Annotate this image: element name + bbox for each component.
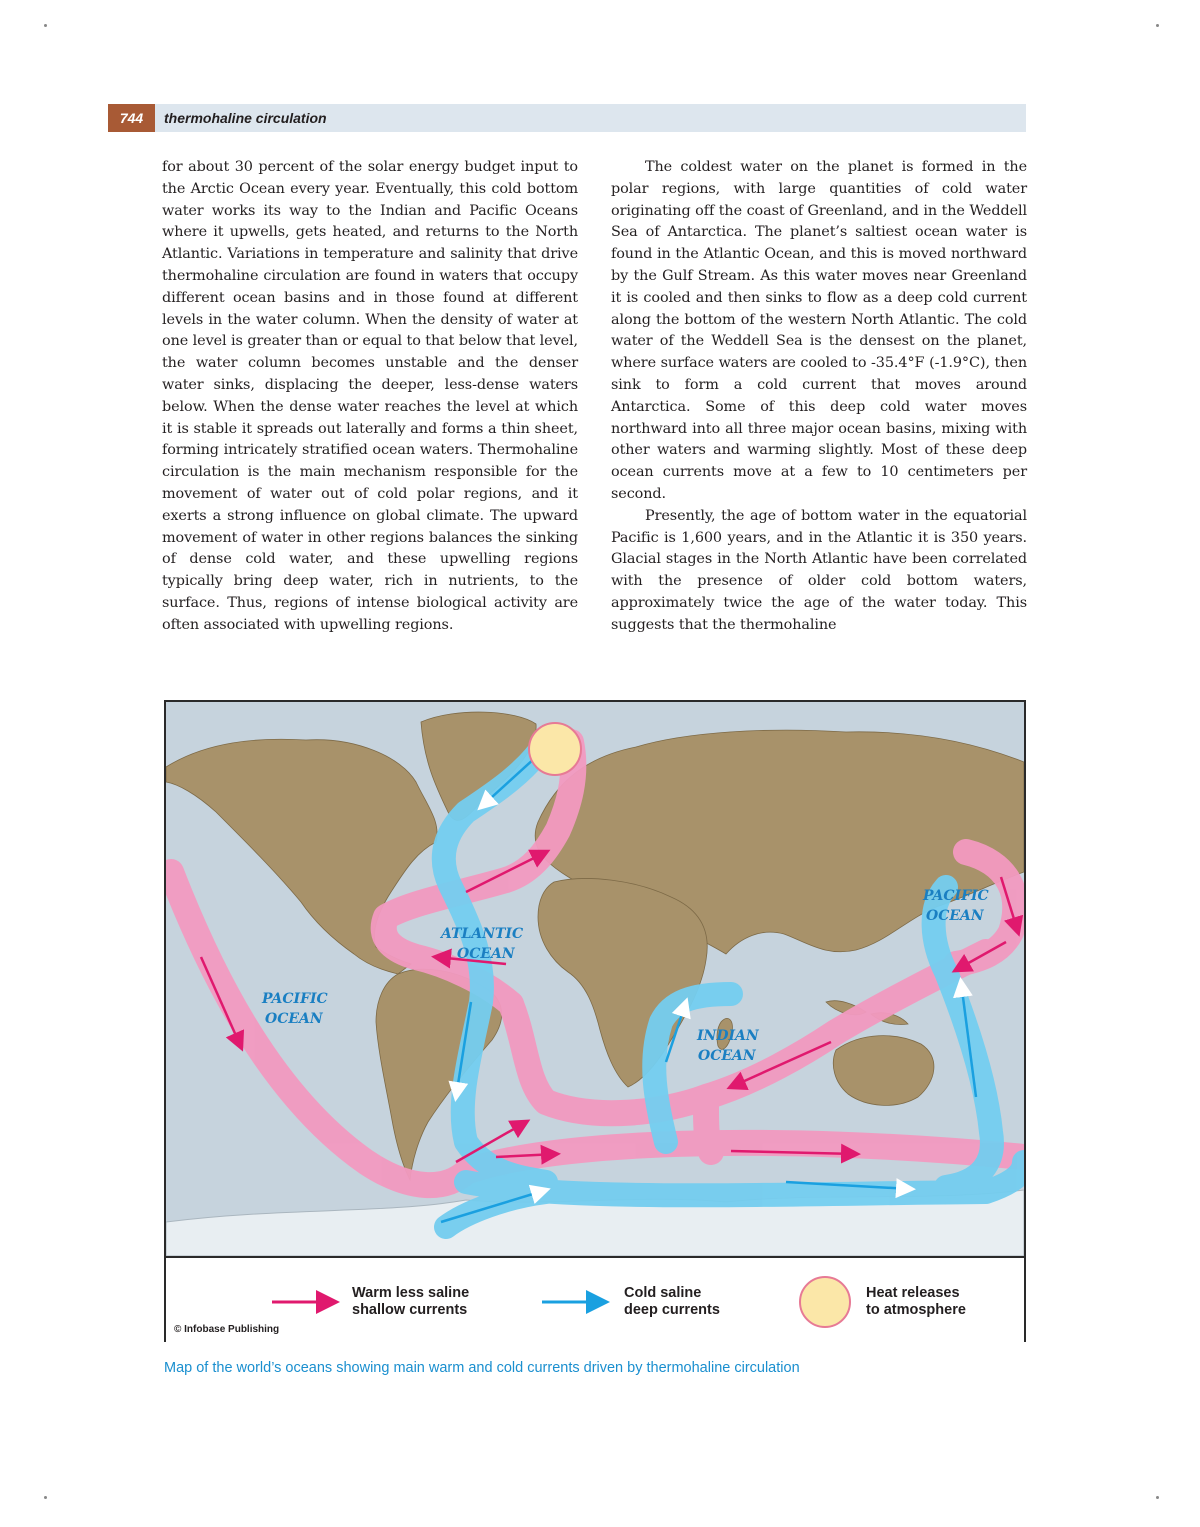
map-label: OCEAN bbox=[457, 946, 515, 962]
paragraph: The coldest water on the planet is formed in the polar regions, with large quantities of cold water originating off the coast of Greenland, and in the Weddell Sea of Antarctica. The planet’s saltiest ocean water is found in the Atlantic Ocean, and this is moved northward by the Gulf Stream. As this water moves near Greenland it is cooled and then sinks to flow as a deep cold current along the bottom of the western North Atlantic. The cold water of the Weddell Sea is the densest on the planet, where surface waters are cooled to -35.4°F (-1.9°C), then sink to form a cold current that moves around Antarctica. Some of this deep cold water moves northward into all three major ocean basins, mixing with other waters and warming slightly. Most of these deep ocean currents move at a few to 10 centimeters per second. bbox=[611, 159, 1027, 502]
world-map bbox=[166, 702, 1024, 1256]
map-label: INDIAN bbox=[697, 1028, 759, 1044]
map-label: OCEAN bbox=[265, 1011, 323, 1027]
map-legend bbox=[166, 1256, 1024, 1342]
crop-mark bbox=[1156, 24, 1159, 27]
text-column-right bbox=[611, 157, 1027, 637]
heat-release-legend-circle bbox=[800, 1277, 850, 1327]
crop-mark bbox=[44, 24, 47, 27]
map-label: PACIFIC bbox=[262, 991, 328, 1007]
paragraph: for about 30 percent of the solar energy budget input to the Arctic Ocean every year. Eventually, this cold bottom water works its way to the Indian and Pacific Oceans where it upwells, gets heated, and returns to the North Atlantic. Variations in temperature and salinity that drive thermohaline circulation are found in waters that occupy different ocean basins and in those found at different levels in the water column. When the density of water at one level is greater than or equal to that below that level, the water column becomes unstable and the denser water sinks, displacing the deeper, less-dense waters below. When the dense water reaches the level at which it is stable it spreads out laterally and forms a thin sheet, forming intricately stratified ocean waters. Thermohaline circulation is the main mechanism responsible for the movement of water out of cold polar regions, and it exerts a strong influence on global climate. The upward movement of water in other regions balances the sinking of dense cold water, and these upwelling regions typically bring deep water, rich in nutrients, to the surface. Thus, regions of intense biological activity are often associated with upwelling regions. bbox=[162, 159, 578, 633]
world-map-graphic bbox=[166, 702, 1024, 1256]
ocean-currents-figure bbox=[164, 700, 1026, 1342]
running-header bbox=[108, 104, 1026, 132]
map-label: OCEAN bbox=[926, 908, 984, 924]
cold-current-legend-label: Cold saline deep currents bbox=[624, 1285, 720, 1318]
map-label: ATLANTIC bbox=[441, 926, 524, 942]
paragraph: Presently, the age of bottom water in the equatorial Pacific is 1,600 years, and in the Atlantic it is 350 years. Glacial stages in the North Atlantic have been correlated with the presence of older cold bottom waters, approximately twice the age of the water today. This suggests that the thermohaline bbox=[611, 507, 1027, 633]
page-number: 744 bbox=[108, 104, 155, 132]
heat-release-marker bbox=[529, 723, 581, 775]
crop-mark bbox=[44, 1496, 47, 1499]
crop-mark bbox=[1156, 1496, 1159, 1499]
text-column-left bbox=[162, 157, 578, 637]
warm-current-legend-label: Warm less saline shallow currents bbox=[352, 1285, 470, 1318]
map-label: PACIFIC bbox=[923, 888, 989, 904]
running-head-title: thermohaline circulation bbox=[164, 110, 327, 126]
heat-release-legend-label: Heat releases to atmosphere bbox=[866, 1285, 966, 1318]
map-label: OCEAN bbox=[698, 1048, 756, 1064]
figure-caption: Map of the world’s oceans showing main warm and cold currents driven by thermohaline circulation bbox=[164, 1360, 800, 1376]
publisher-credit: © Infobase Publishing bbox=[174, 1324, 280, 1335]
